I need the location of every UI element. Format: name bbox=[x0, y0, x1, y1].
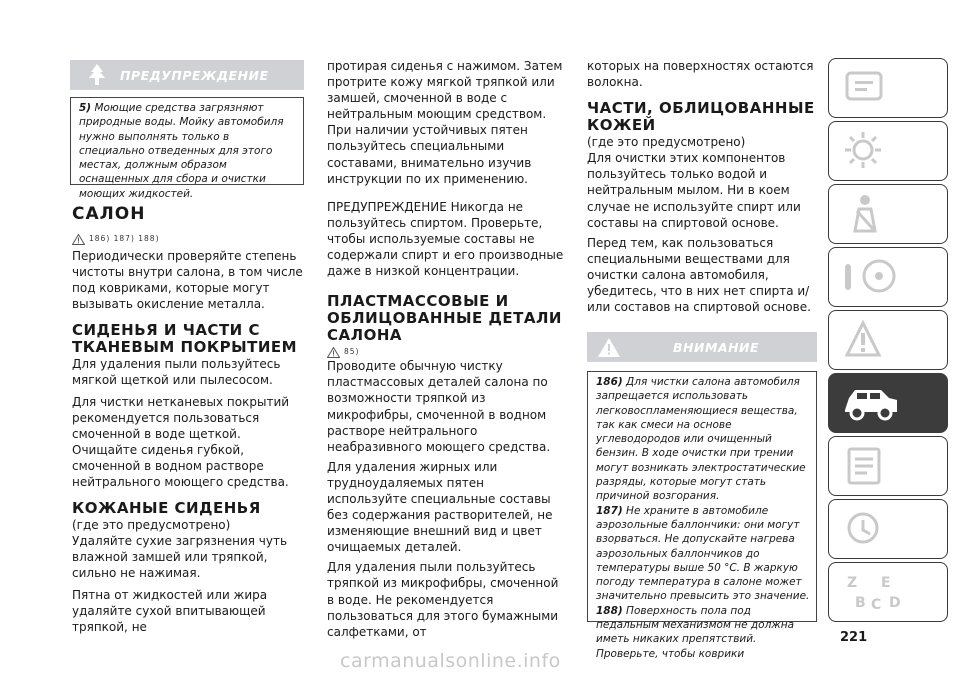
warning-triangle-icon bbox=[327, 347, 340, 358]
paragraph: Пятна от жидкостей или жира удаляйте сухой впитывающей тряпкой, не bbox=[72, 587, 268, 634]
caution-text: Для чистки салона автомобиля запрещается использовать легковоспламеняющиеся вещества, так как смеси на основе углеводородов или очищенный бензин. В ходе очистки при трении могут возникать электростатические разряды, которые могут стать причиной возгорания. bbox=[596, 376, 806, 503]
paragraph: Проводите обычную чистку пластмассовых деталей салона по возможности тряпкой из микрофибры, смоченной в водном растворе нейтрального неабразивного моющего средства. bbox=[327, 359, 551, 454]
caution-number: 187) bbox=[596, 504, 623, 517]
page-number: 221 bbox=[840, 630, 868, 645]
svg-text:D: D bbox=[889, 595, 901, 611]
middle-column bbox=[327, 58, 565, 640]
heading-plastic-parts: ПЛАСТМАССОВЫЕ И ОБЛИЦОВАННЫЕ ДЕТАЛИ САЛОНА bbox=[327, 292, 562, 345]
tab-emergency[interactable] bbox=[828, 310, 948, 370]
caution-box bbox=[587, 371, 817, 660]
paragraph: протирая сиденья с нажимом. Затем протрите кожу мягкой тряпкой или замшей, смоченной в воде с нейтральным моющим средством. При наличии устойчивых пятен пользуйтесь специальными составами, внимательно изучив инструкции по их применению. bbox=[327, 59, 563, 186]
paragraph: Удаляйте сухие загрязнения чуть влажной замшей или тряпкой, сильно не нажимая. bbox=[72, 534, 288, 581]
section-refs: 85) bbox=[344, 347, 360, 357]
warning-text: Моющие средства загрязняют природные воды. Мойку автомобиля нужно выполнять только в специально отведенных для этого местах, должным образом оснащенных для сбора и очистки моющих жидкостей. bbox=[79, 102, 284, 200]
caution-header-bar bbox=[587, 332, 817, 362]
paragraph: Для удаления жирных или трудноудаляемых пятен используйте специальные составы без содержания растворителей, не изменяющие внешний вид и цвет очищаемых деталей. bbox=[327, 459, 553, 555]
svg-text:B: B bbox=[855, 595, 866, 611]
section-title-salon: САЛОН bbox=[72, 204, 146, 224]
left-column bbox=[72, 204, 307, 635]
warning-triangle-icon bbox=[597, 337, 621, 358]
heading-leather-parts: ЧАСТИ, ОБЛИЦОВАННЫЕ КОЖЕЙ bbox=[587, 99, 815, 135]
heading-seats: СИДЕНЬЯ И ЧАСТИ С ТКАНЕВЫМ ПОКРЫТИЕМ bbox=[72, 321, 298, 357]
warning-number: 5) bbox=[79, 102, 92, 114]
paragraph: ПРЕДУПРЕЖДЕНИЕ Никогда не пользуйтесь спиртом. Проверьте, чтобы используемые составы не содержали спирт и его производные даже в низкой концентрации. bbox=[327, 199, 564, 279]
svg-text:Z: Z bbox=[847, 575, 858, 591]
caution-number: 186) bbox=[596, 376, 623, 388]
warning-box bbox=[70, 97, 304, 200]
tab-index[interactable] bbox=[828, 562, 948, 622]
tab-multimedia[interactable] bbox=[828, 499, 948, 559]
section-refs: 186) 187) 188) bbox=[89, 233, 160, 243]
heading-subtitle: (где это предусмотрено) bbox=[72, 518, 231, 533]
paragraph: Перед тем, как пользоваться специальными веществами для очистки салона автомобиля, убедитесь, что в них нет спирта и/или составов на спиртовой основе. bbox=[587, 235, 811, 315]
environment-tree-icon bbox=[86, 63, 108, 87]
right-column bbox=[587, 58, 819, 315]
caution-number: 188) bbox=[596, 604, 623, 617]
paragraph: Для очистки этих компонентов пользуйтесь только водой и нейтральным мылом. Ни в коем случае не используйте спирт или составы на спиртовой основе. bbox=[587, 151, 801, 230]
svg-text:E: E bbox=[881, 575, 891, 591]
tab-dashboard-lights[interactable] bbox=[828, 121, 948, 181]
warning-header-bar bbox=[70, 60, 304, 90]
tab-starting-driving[interactable] bbox=[828, 247, 948, 307]
seatbelt-safety-icon bbox=[841, 191, 891, 237]
watermark: carmanualsonline.info bbox=[340, 650, 561, 672]
paragraph: Для удаления пыли пользуйтесь тряпкой из микрофибры, смоченной в воде. Не рекомендуется пользоваться для этого бумажными салфетками, от bbox=[327, 560, 559, 639]
technical-data-icon bbox=[841, 443, 891, 489]
multimedia-icon bbox=[841, 506, 891, 552]
caution-text: Не храните в автомобиле аэрозольные баллончики: они могут взорваться. Не допускайте нагрева аэрозольных баллончиков до температуры выше 50 °C. В жаркую погоду температура в салоне может значительно превысить это значение. bbox=[596, 504, 810, 603]
steering-start-icon bbox=[841, 254, 901, 300]
svg-text:C: C bbox=[871, 597, 882, 613]
warning-header-label: ПРЕДУПРЕЖДЕНИЕ bbox=[120, 67, 269, 83]
dashboard-lights-icon bbox=[841, 128, 891, 174]
tab-car-maintenance[interactable] bbox=[828, 373, 948, 433]
road-emergency-icon bbox=[841, 317, 891, 363]
car-maintenance-icon bbox=[841, 380, 911, 426]
tab-technical-data[interactable] bbox=[828, 436, 948, 496]
caution-text: Поверхность пола под педальным механизмом не должна иметь никаких препятствий. Проверьте, чтобы коврики bbox=[596, 604, 795, 660]
tab-safety[interactable] bbox=[828, 184, 948, 244]
paragraph: которых на поверхностях остаются волокна. bbox=[587, 59, 814, 90]
heading-leather-seats: КОЖАНЫЕ СИДЕНЬЯ bbox=[72, 499, 261, 518]
paragraph: Для удаления пыли пользуйтесь мягкой щеткой или пылесосом. bbox=[72, 357, 281, 388]
tab-car-info[interactable] bbox=[828, 58, 948, 118]
index-icon bbox=[841, 569, 921, 615]
car-info-icon bbox=[841, 65, 891, 111]
warning-triangle-icon bbox=[72, 234, 85, 245]
heading-subtitle: (где это предусмотрено) bbox=[587, 135, 746, 150]
paragraph: Периодически проверяйте степень чистоты внутри салона, в том числе под ковриками, которые могут вызывать окисление металла. bbox=[72, 249, 303, 312]
paragraph: Для чистки нетканевых покрытий рекомендуется пользоваться смоченной в воде щеткой. Очищайте сиденья губкой, смоченной в водном растворе нейтрального моющего средства. bbox=[72, 394, 290, 490]
caution-header-label: ВНИМАНИЕ bbox=[673, 339, 760, 355]
